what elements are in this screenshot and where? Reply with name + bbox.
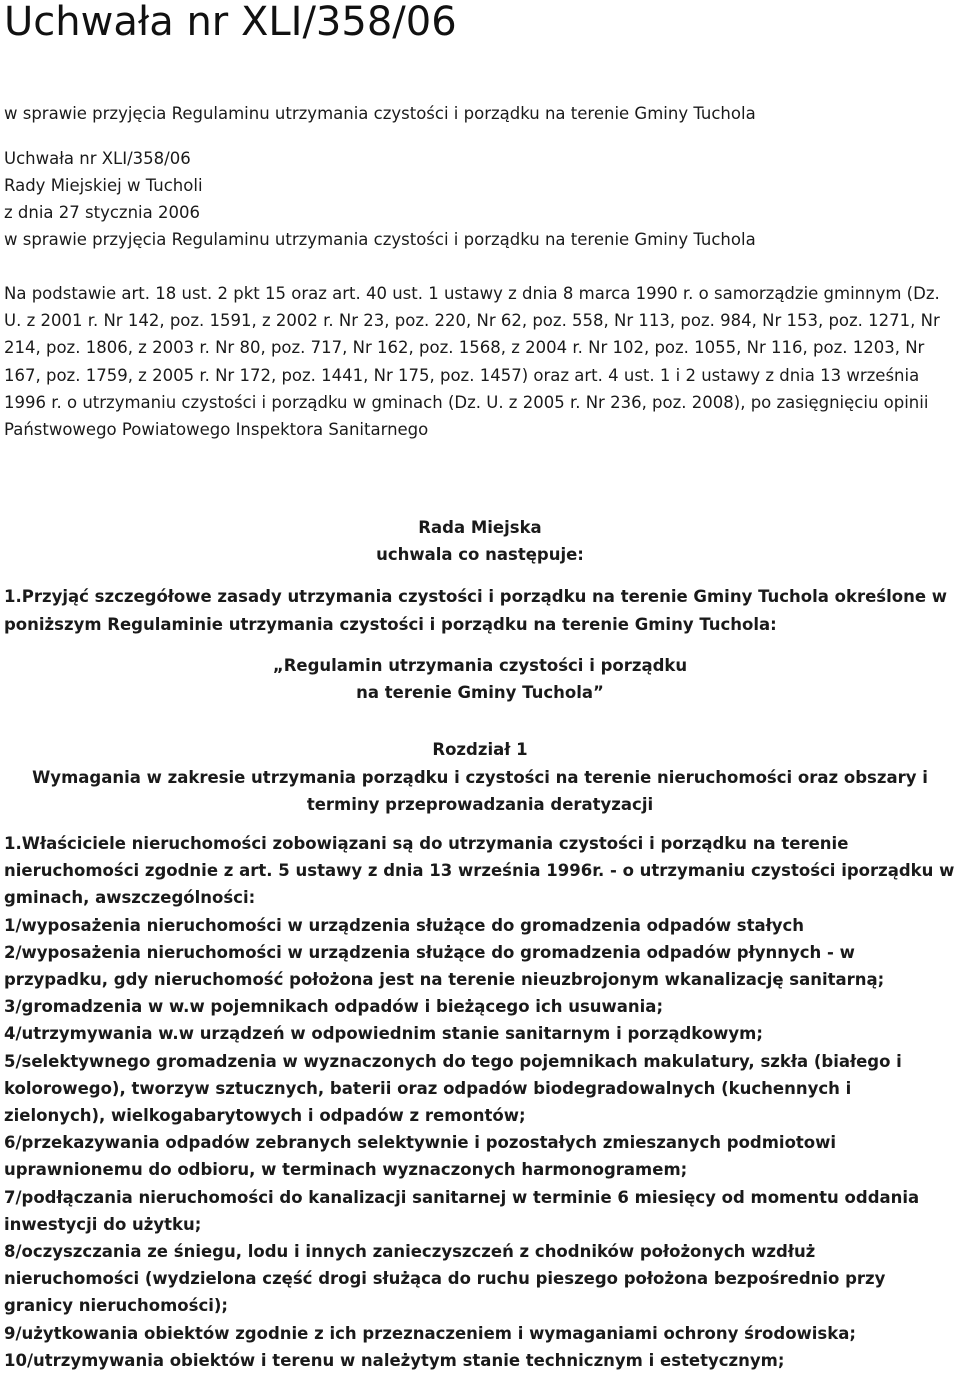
list-item: 7/podłączania nieruchomości do kanalizacji sanitarnej w terminie 6 miesięcy od momentu oddania inwestycji do użytku; xyxy=(4,1187,920,1234)
resolution-header xyxy=(4,145,756,253)
list-item: 10/utrzymywania obiektów i terenu w należytym stanie technicznym i estetycznym; xyxy=(4,1350,785,1370)
resolution-point-1: 1.Przyjąć szczegółowe zasady utrzymania czystości i porządku na terenie Gminy Tuchola określone w poniższym Regulaminie utrzymania czystości i porządku na terenie Gminy Tuchola: xyxy=(4,587,948,634)
list-item: 5/selektywnego gromadzenia w wyznaczonych do tego pojemnikach makulatury, szkła (białego i kolorowego), tworzyw sztucznych, baterii oraz odpadów biodegradowalnych (kuchennych i zielonych), wielkogabarytowych i odpadów z remontów; xyxy=(4,1051,902,1126)
document-title: Uchwała nr XLI/358/06 xyxy=(4,0,457,45)
header-line: w sprawie przyjęcia Regulaminu utrzymania czystości i porządku na terenie Gminy Tuchola xyxy=(4,230,756,249)
chapter-heading-text: Wymagania w zakresie utrzymania porządku i czystości na terenie nieruchomości oraz obszary i terminy przeprowadzania deratyzacji xyxy=(32,768,928,814)
header-line: Rady Miejskiej w Tucholi xyxy=(4,176,203,195)
council-resolves: uchwala co następuje: xyxy=(376,545,584,564)
header-line: z dnia 27 stycznia 2006 xyxy=(4,203,200,222)
list-item: 8/oczyszczania ze śniegu, lodu i innych zanieczyszczeń z chodników położonych wzdłuż nieruchomości (wydzielona część drogi służąca do ruchu pieszego położona bezpośrednio przy granicy nieruchomości); xyxy=(4,1242,886,1316)
list-item: 9/użytkowania obiektów zgodnie z ich przeznaczeniem i wymaganiami ochrony środowiska; xyxy=(4,1323,856,1343)
list-item: 1/wyposażenia nieruchomości w urządzenia służące do gromadzenia odpadów stałych xyxy=(4,915,805,935)
list-item: 2/wyposażenia nieruchomości w urządzenia służące do gromadzenia odpadów płynnych - w przypadku, gdy nieruchomość położona jest na terenie nieuzbrojonym wkanalizację sanitarną; xyxy=(4,942,885,990)
council-name: Rada Miejska xyxy=(418,518,542,537)
list-item: 4/utrzymywania w.w urządzeń w odpowiednim stanie sanitarnym i porządkowym; xyxy=(4,1024,763,1044)
list-item: 3/gromadzenia w w.w pojemnikach odpadów i bieżącego ich usuwania; xyxy=(4,997,664,1017)
legal-basis-preamble: Na podstawie art. 18 ust. 2 pkt 15 oraz art. 40 ust. 1 ustawy z dnia 8 marca 1990 r. o samorządzie gminnym (Dz. U. z 2001 r. Nr 142, poz. 1591, z 2002 r. Nr 23, poz. 220, Nr 62, poz. 558, Nr 113, poz. 984, Nr 153, poz. 1271, Nr 214, poz. 1806, z 2003 r. Nr 80, poz. 717, Nr 162, poz. 1568, z 2004 r. Nr 102, poz. 1055, Nr 116, poz. 1203, Nr 167, poz. 1759, z 2005 r. Nr 172, poz. 1441, Nr 175, poz. 1457) oraz art. 4 ust. 1 i 2 ustawy z dnia 13 września 1996 r. o utrzymaniu czystości i porządku w gminach (Dz. U. z 2005 r. Nr 236, poz. 2008), po zasięgnięciu opinii Państwowego Powiatowego Inspektora Sanitarnego xyxy=(4,284,940,440)
chapter-paragraphs xyxy=(4,830,956,1374)
chapter-heading xyxy=(0,764,960,818)
paragraph: 1.Właściciele nieruchomości zobowiązani są do utrzymania czystości i porządku na terenie nieruchomości zgodnie z art. 5 ustawy z dnia 13 września 1996r. - o utrzymaniu czystości iporządku w gminach, awszczególności: xyxy=(4,834,955,908)
council-decision xyxy=(0,514,960,568)
header-line: Uchwała nr XLI/358/06 xyxy=(4,149,191,168)
regulation-title-line: na terenie Gminy Tuchola” xyxy=(356,683,604,702)
regulation-title-line: „Regulamin utrzymania czystości i porządku xyxy=(272,656,688,675)
list-item: 6/przekazywania odpadów zebranych selektywnie i pozostałych zmieszanych podmiotowi uprawnionemu do odbioru, w terminach wyznaczonych harmonogramem; xyxy=(4,1133,837,1180)
regulation-title xyxy=(0,652,960,706)
document-subject: w sprawie przyjęcia Regulaminu utrzymania czystości i porządku na terenie Gminy Tuchola xyxy=(4,104,756,123)
chapter-label: Rozdział 1 xyxy=(432,740,528,759)
